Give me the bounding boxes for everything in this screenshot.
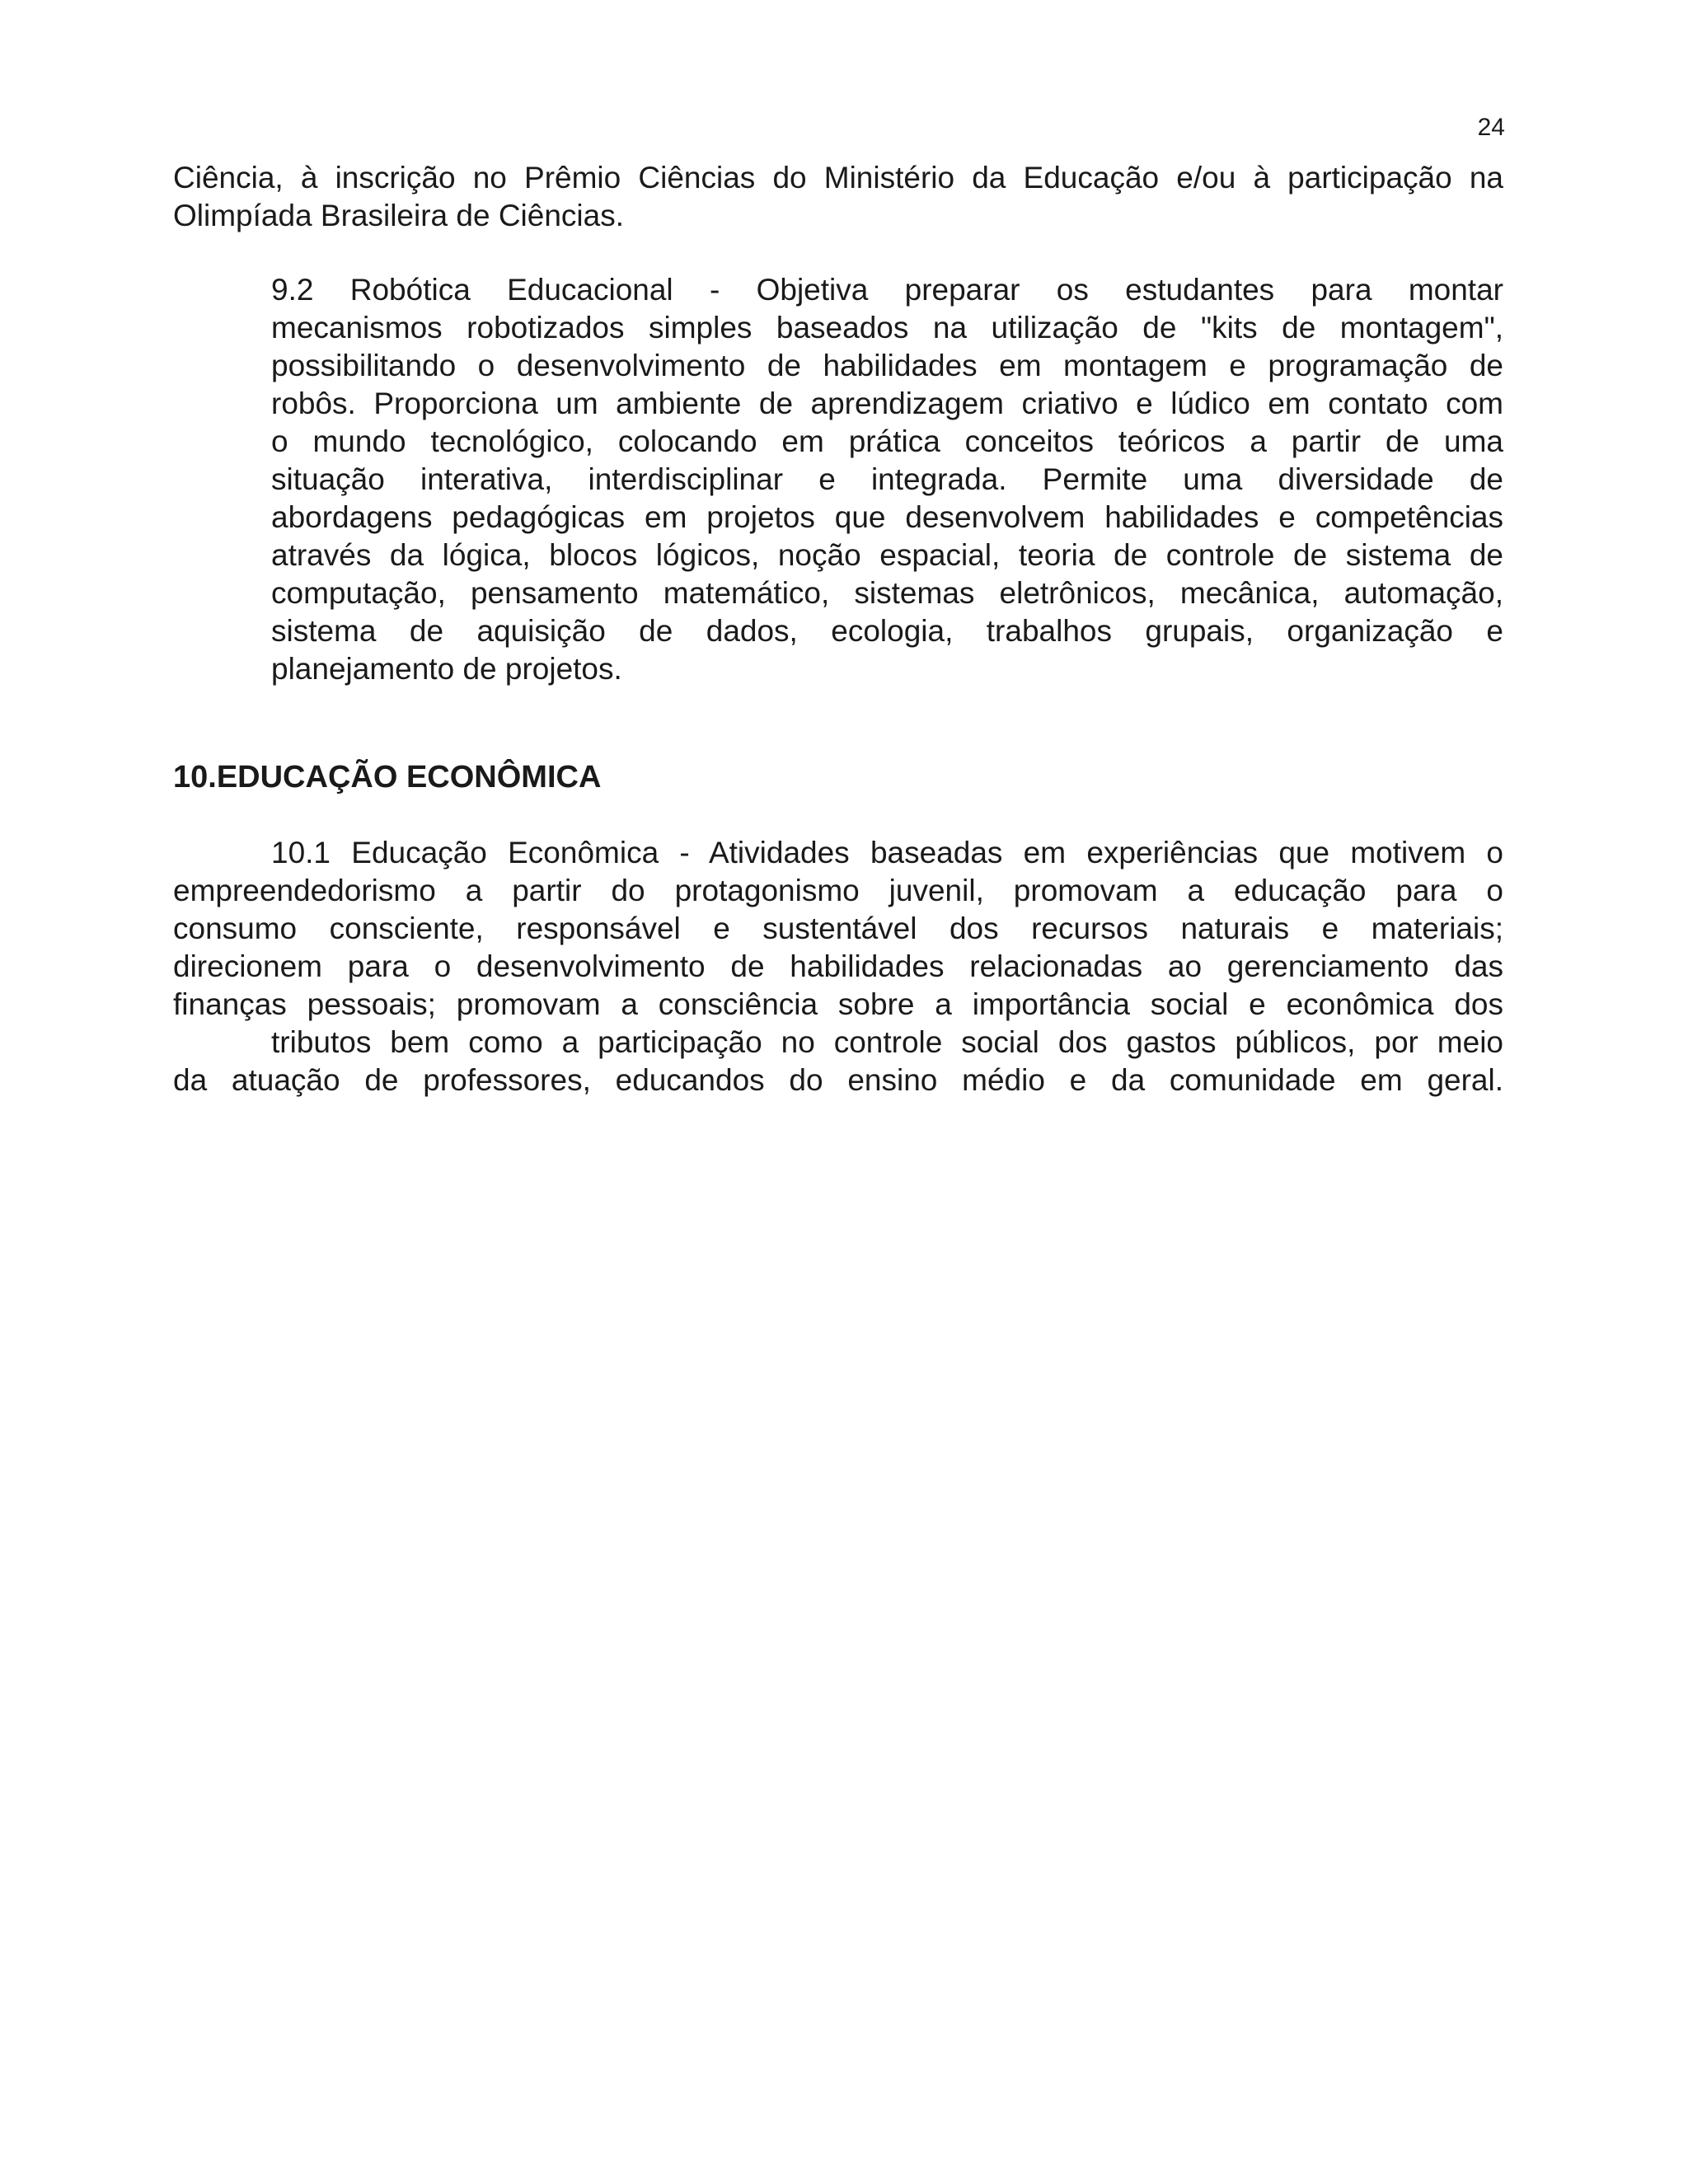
text-line: possibilitando o desenvolvimento de habilidades em montagem e programação de bbox=[271, 349, 1503, 382]
text-line: sistema de aquisição de dados, ecologia, trabalhos grupais, organização e bbox=[271, 614, 1503, 648]
text-line: o mundo tecnológico, colocando em prática conceitos teóricos a partir de uma bbox=[271, 424, 1503, 458]
paragraph-continuation bbox=[173, 159, 1503, 235]
text-line: mecanismos robotizados simples baseados na utilização de "kits de montagem", bbox=[271, 311, 1503, 344]
text-line: finanças pessoais; promovam a consciência sobre a importância social e econômica dos bbox=[173, 987, 1503, 1021]
text-line: através da lógica, blocos lógicos, noção espacial, teoria de controle de sistema de bbox=[271, 538, 1503, 572]
paragraph-educacao-economica bbox=[173, 834, 1503, 1099]
text-line: da atuação de professores, educandos do ensino médio e da comunidade em geral. bbox=[173, 1063, 1503, 1097]
text-line: 9.2 Robótica Educacional - Objetiva preparar os estudantes para montar bbox=[271, 273, 1503, 307]
page-number: 24 bbox=[1477, 114, 1505, 141]
text-line: computação, pensamento matemático, sistemas eletrônicos, mecânica, automação, bbox=[271, 576, 1503, 610]
text-line: planejamento de projetos. bbox=[271, 652, 622, 686]
text-line: 10.1 Educação Econômica - Atividades baseadas em experiências que motivem o bbox=[271, 836, 1503, 869]
text-line: robôs. Proporciona um ambiente de aprendizagem criativo e lúdico em contato com bbox=[271, 387, 1503, 420]
text-line: tributos bem como a participação no controle social dos gastos públicos, por meio bbox=[271, 1025, 1503, 1059]
text-line: abordagens pedagógicas em projetos que desenvolvem habilidades e competências bbox=[271, 500, 1503, 534]
section-heading: 10.EDUCAÇÃO ECONÔMICA bbox=[173, 760, 602, 794]
text-line: empreendedorismo a partir do protagonismo juvenil, promovam a educação para o bbox=[173, 874, 1503, 907]
paragraph-robotica-educacional bbox=[271, 271, 1503, 688]
text-line: Ciência, à inscrição no Prêmio Ciências do Ministério da Educação e/ou à participação na bbox=[173, 161, 1503, 194]
text-line: Olimpíada Brasileira de Ciências. bbox=[173, 199, 625, 232]
text-line: consumo consciente, responsável e sustentável dos recursos naturais e materiais; bbox=[173, 912, 1503, 945]
text-line: direcionem para o desenvolvimento de habilidades relacionadas ao gerenciamento das bbox=[173, 949, 1503, 983]
text-line: situação interativa, interdisciplinar e integrada. Permite uma diversidade de bbox=[271, 462, 1503, 496]
